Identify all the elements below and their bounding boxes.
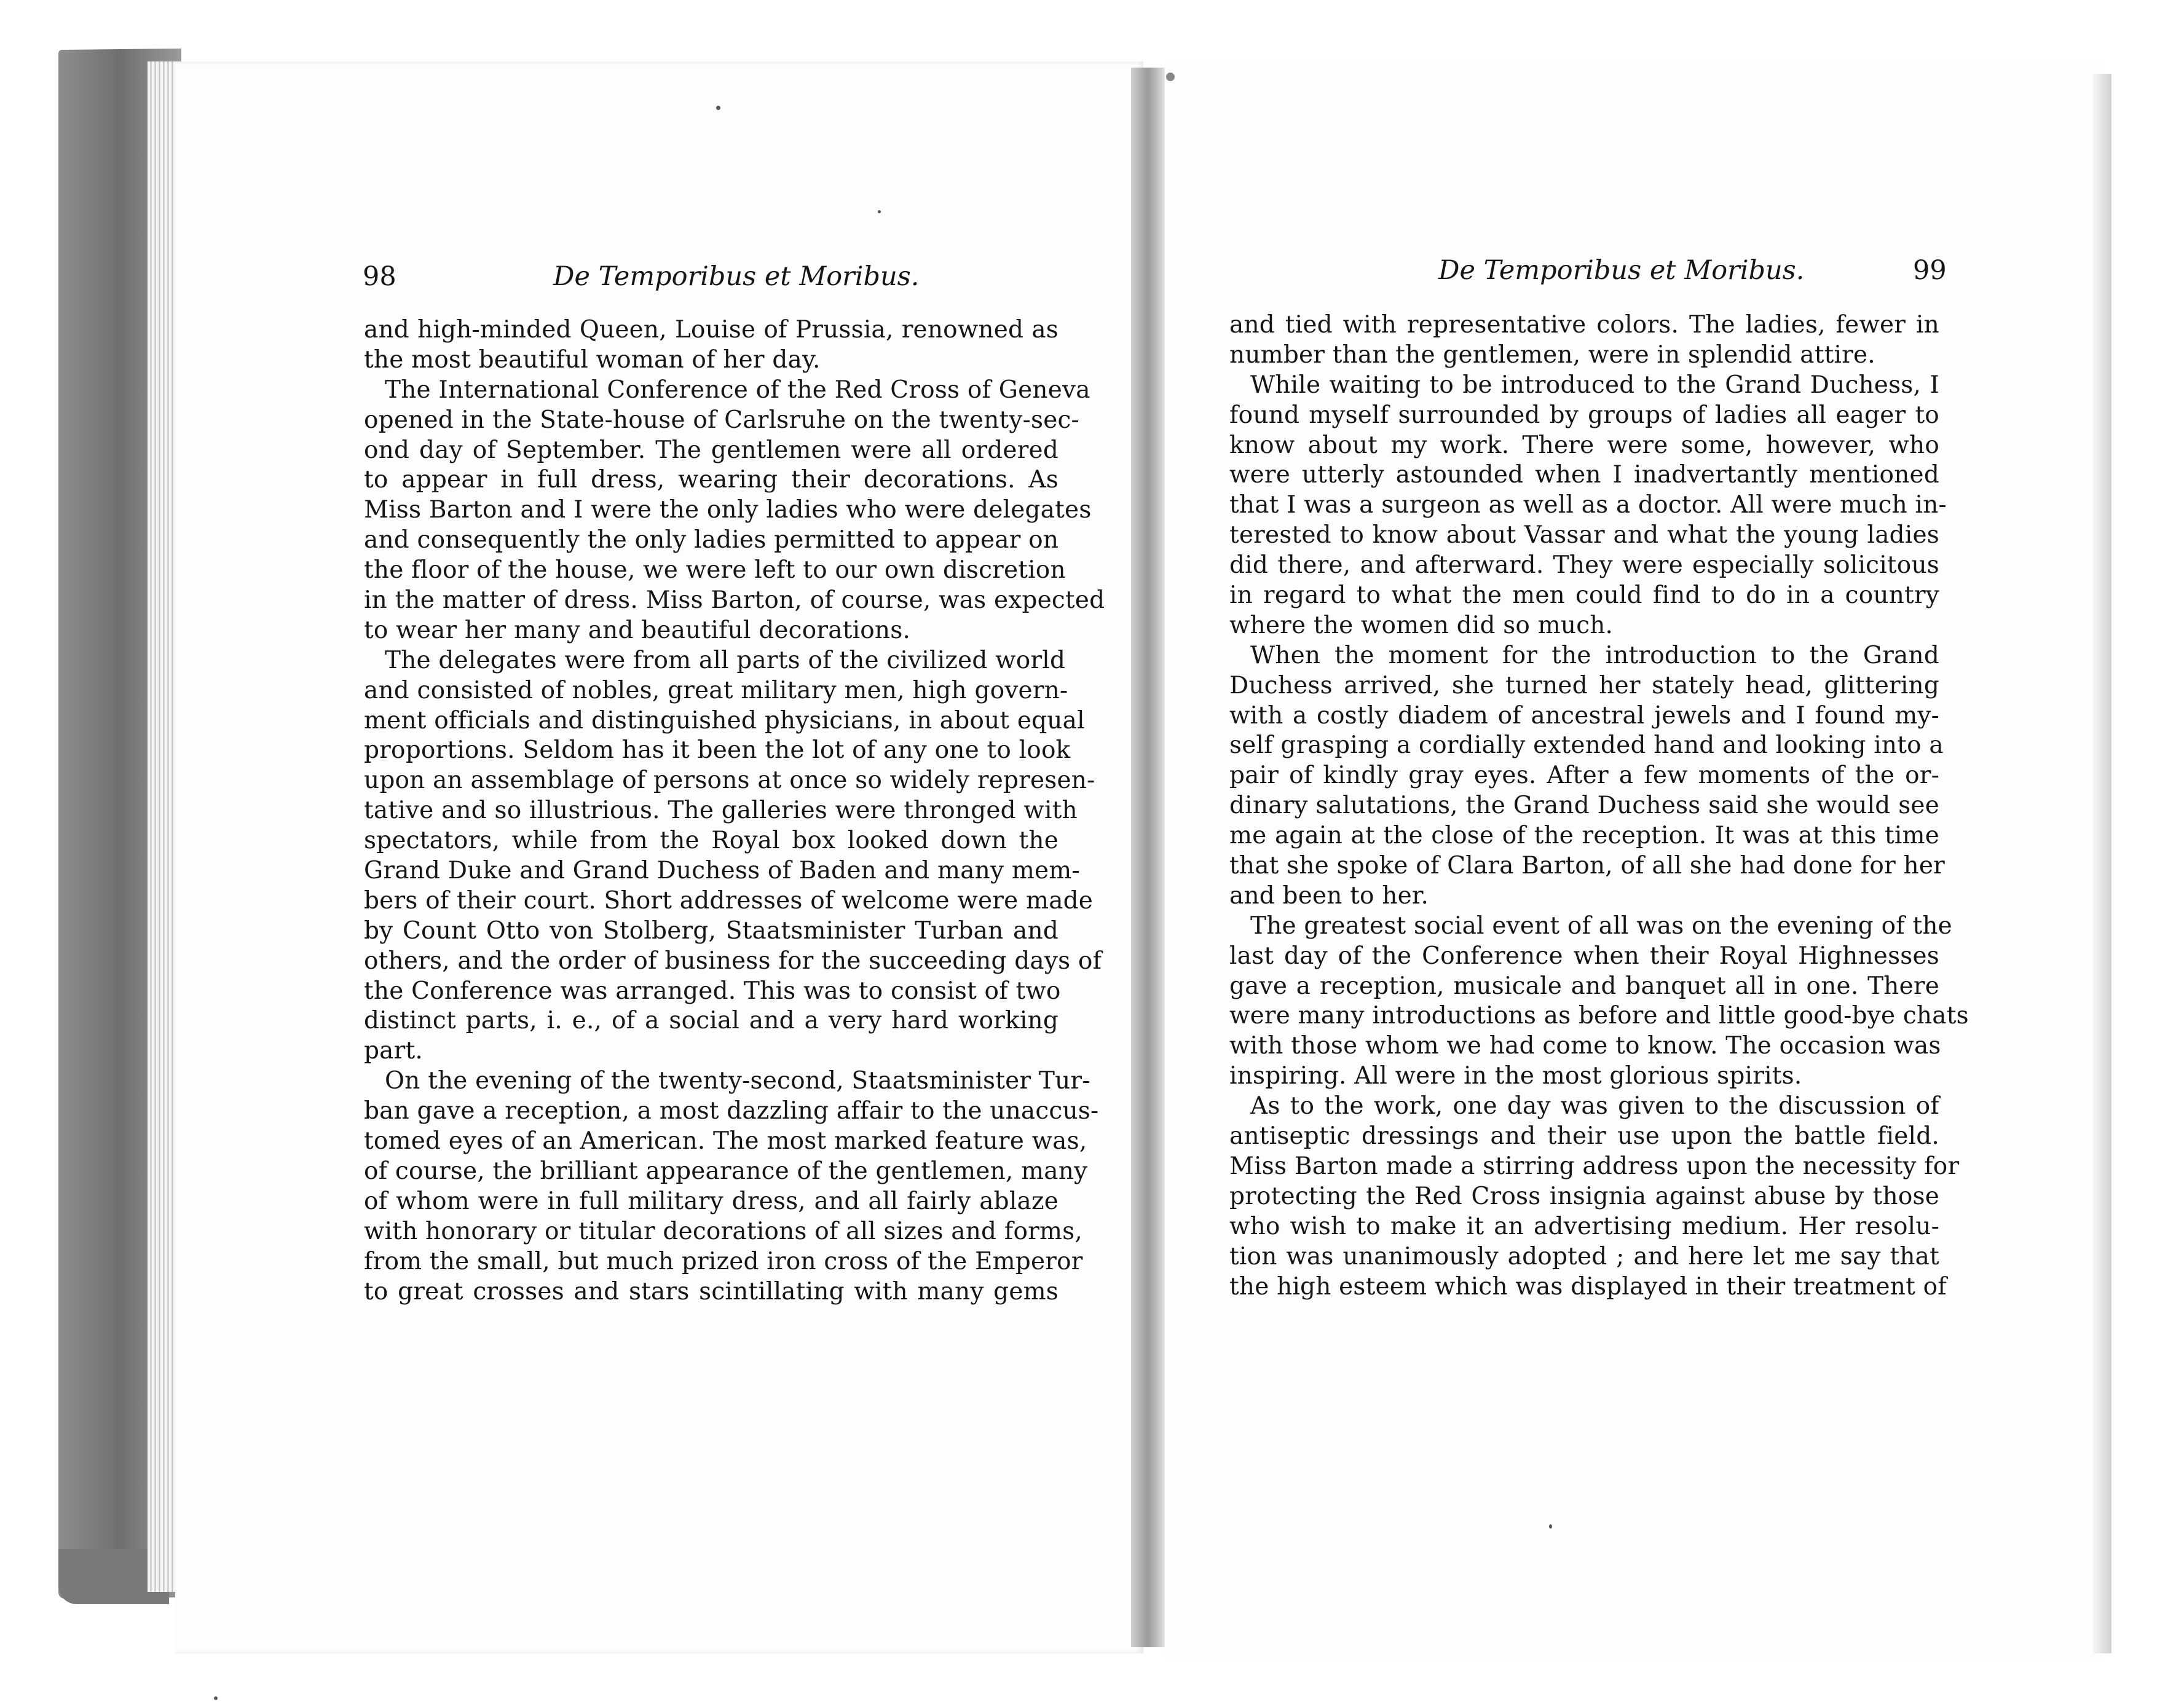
text-line: proportions. Seldom has it been the lot of any one to look [364, 736, 1071, 765]
text-line: number than the gentlemen, were in splendid attire. [1229, 341, 1875, 369]
text-line: opened in the State-house of Carlsruhe on the twenty-sec- [364, 406, 1079, 434]
text-line: the high esteem which was displayed in their treatment of [1229, 1272, 1947, 1301]
text-line: the floor of the house, we were left to our own discretion [364, 556, 1066, 585]
text-line: Grand Duke and Grand Duchess of Baden and many mem- [364, 857, 1080, 885]
text-line: by Count Otto von Stolberg, Staatsminister Turban and [364, 916, 1058, 945]
text-line: and high-minded Queen, Louise of Prussia, renowned as [364, 316, 1058, 344]
text-line: Miss Barton made a stirring address upon the necessity for [1229, 1152, 1960, 1180]
text-line: and consequently the only ladies permitted to appear on [364, 526, 1059, 554]
text-line: bers of their court. Short addresses of welcome were made [364, 886, 1094, 915]
running-head: De Temporibus et Moribus. [1438, 255, 1805, 286]
text-line: ond day of September. The gentlemen were all ordered [364, 436, 1058, 464]
text-line: and consisted of nobles, great military men, high govern- [364, 676, 1068, 704]
dust-speck [878, 210, 881, 213]
text-line: others, and the order of business for the succeeding days of [364, 947, 1102, 975]
text-line: protecting the Red Cross insignia against abuse by those [1229, 1182, 1939, 1210]
text-line: in regard to what the men could find to do in a country [1229, 581, 1939, 610]
left-page-header [363, 255, 1063, 298]
text-line: spectators, while from the Royal box looked down the [364, 827, 1058, 855]
text-line: When the moment for the introduction to the Grand [1250, 641, 1939, 669]
text-line: Duchess arrived, she turned her stately head, glittering [1229, 671, 1939, 699]
text-line: with honorary or titular decorations of all sizes and forms, [364, 1217, 1082, 1245]
text-line: me again at the close of the reception. It was at this time [1229, 822, 1939, 850]
text-line: While waiting to be introduced to the Grand Duchess, I [1250, 371, 1939, 399]
text-line: where the women did so much. [1229, 611, 1614, 639]
text-line: that I was a surgeon as well as a doctor. All were much in- [1229, 491, 1947, 519]
right-page-header [1229, 249, 1947, 292]
text-line: tative and so illustrious. The galleries were thronged with [364, 797, 1078, 825]
dust-speck [1549, 1524, 1552, 1529]
text-line: The delegates were from all parts of the civilized world [385, 646, 1066, 674]
page-number: 98 [363, 261, 396, 292]
text-line: upon an assemblage of persons at once so widely represen- [364, 766, 1095, 795]
text-line: last day of the Conference when their Royal Highnesses [1229, 942, 1939, 970]
text-line: The greatest social event of all was on the evening of the [1250, 912, 1952, 940]
text-line: with those whom we had come to know. The occasion was [1229, 1032, 1941, 1060]
text-line: to appear in full dress, wearing their decorations. As [364, 466, 1058, 494]
text-line: ban gave a reception, a most dazzling affair to the unaccus- [364, 1097, 1099, 1125]
right-page-text [1229, 310, 1969, 1302]
text-line: terested to know about Vassar and what the young ladies [1229, 521, 1939, 549]
page-number: 99 [1913, 255, 1947, 286]
text-line: inspiring. All were in the most glorious spirits. [1229, 1062, 1802, 1090]
running-head: De Temporibus et Moribus. [553, 261, 920, 292]
text-line: of whom were in full military dress, and all fairly ablaze [364, 1187, 1058, 1215]
text-line: of course, the brilliant appearance of the gentlemen, many [364, 1157, 1088, 1185]
text-line: were utterly astounded when I inadvertantly mentioned [1229, 461, 1939, 489]
text-line: know about my work. There were some, however, who [1229, 431, 1939, 459]
text-line: Miss Barton and I were the only ladies who were delegates [364, 496, 1092, 524]
text-line: from the small, but much prized iron cross of the Emperor [364, 1247, 1083, 1275]
text-line: antiseptic dressings and their use upon the battle field. [1229, 1122, 1939, 1151]
text-line: with a costly diadem of ancestral jewels and I found my- [1229, 701, 1939, 730]
text-line: tomed eyes of an American. The most marked feature was, [364, 1127, 1087, 1156]
text-line: the most beautiful woman of her day. [364, 345, 821, 374]
text-line: to great crosses and stars scintillating with many gems [364, 1277, 1058, 1305]
text-line: gave a reception, musicale and banquet all in one. There [1229, 972, 1939, 1000]
text-line: were many introductions as before and little good-bye chats [1229, 1002, 1969, 1030]
text-line: tion was unanimously adopted ; and here let me say that [1229, 1242, 1939, 1270]
left-page-text [364, 315, 1105, 1307]
dust-speck [716, 106, 720, 110]
text-line: who wish to make it an advertising medium. Her resolu- [1229, 1212, 1939, 1240]
dust-speck [1166, 73, 1175, 81]
text-line: ment officials and distinguished physicians, in about equal [364, 706, 1085, 734]
dust-speck [214, 1696, 218, 1700]
text-line: dinary salutations, the Grand Duchess said she would see [1229, 792, 1939, 820]
text-line: found myself surrounded by groups of ladies all eager to [1229, 401, 1939, 429]
text-line: part. [364, 1037, 423, 1065]
text-line: to wear her many and beautiful decorations. [364, 616, 911, 644]
book-gutter [1131, 68, 1168, 1647]
text-line: and been to her. [1229, 881, 1429, 910]
text-line: in the matter of dress. Miss Barton, of course, was expected [364, 586, 1105, 615]
text-line: pair of kindly gray eyes. After a few moments of the or- [1229, 762, 1939, 790]
text-line: As to the work, one day was given to the discussion of [1250, 1092, 1939, 1120]
right-page-edge [2093, 74, 2111, 1653]
text-line: self grasping a cordially extended hand and looking into a [1229, 731, 1944, 760]
text-line: that she spoke of Clara Barton, of all she had done for her [1229, 852, 1945, 880]
text-line: did there, and afterward. They were especially solicitous [1229, 551, 1939, 580]
text-line: the Conference was arranged. This was to consist of two [364, 977, 1061, 1005]
text-line: On the evening of the twenty-second, Staatsminister Tur- [385, 1067, 1090, 1095]
text-line: and tied with representative colors. The ladies, fewer in [1229, 311, 1939, 339]
text-line: The International Conference of the Red Cross of Geneva [385, 376, 1090, 404]
text-line: distinct parts, i. e., of a social and a very hard working [364, 1007, 1058, 1035]
